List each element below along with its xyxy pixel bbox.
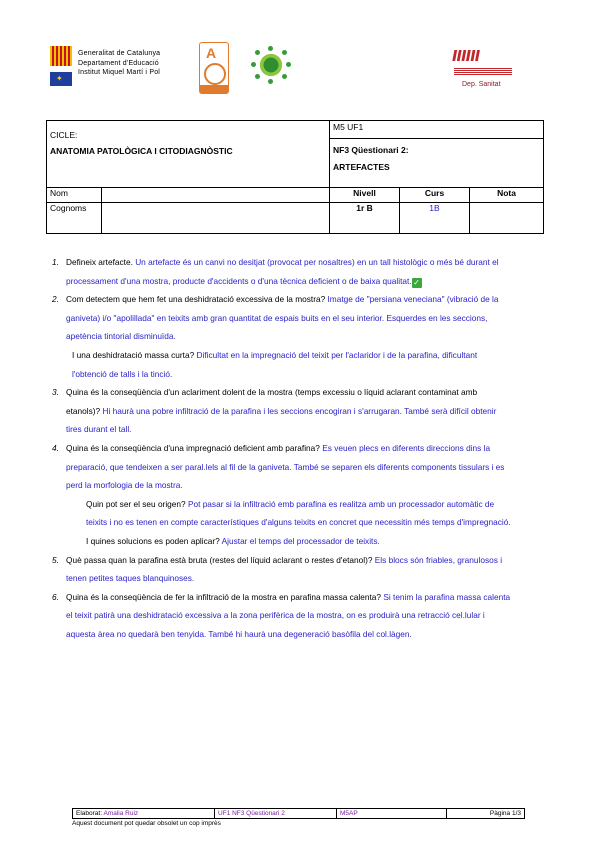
answer-text: Ajustar el temps del processador de teixits. bbox=[221, 535, 380, 546]
question-text: I una deshidratació massa curta? bbox=[72, 349, 195, 360]
questionnaire bbox=[52, 253, 512, 643]
question-1 bbox=[52, 253, 512, 290]
escola-verda-logo-icon bbox=[246, 46, 298, 90]
footer-author-value: Amalia Ruiz bbox=[103, 810, 139, 817]
agenda21-logo-icon bbox=[199, 42, 229, 94]
cognoms-label: Cognoms bbox=[47, 203, 102, 234]
sanitat-logo-icon: ıııııı Dep. Sanitat bbox=[452, 44, 516, 92]
answer-text: Pot pasar si la infiltració emb parafina es realitza amb un processador automàtic de teixits i no es tenen en compte característiques d'alguns teixits en concret que necessitin més temps d'impregnació. bbox=[86, 498, 511, 528]
institution-line-3: Institut Miquel Martí i Pol bbox=[78, 69, 161, 76]
question-number: 5. bbox=[52, 554, 59, 565]
question-number: 4. bbox=[52, 442, 59, 453]
info-table bbox=[46, 120, 544, 234]
nota-label: Nota bbox=[470, 188, 544, 203]
nf-subtitle: ARTEFACTES bbox=[333, 162, 390, 172]
nota-field[interactable] bbox=[470, 203, 544, 234]
curs-label: Curs bbox=[400, 188, 470, 203]
question-5 bbox=[52, 551, 512, 588]
footer-author-label: Elaborat: bbox=[76, 810, 103, 817]
question-3 bbox=[52, 383, 512, 439]
question-text: Quina és la conseqüència d'una impregnació deficient amb parafina? bbox=[66, 442, 320, 453]
cognoms-field[interactable] bbox=[102, 203, 330, 234]
footer-author bbox=[73, 809, 215, 819]
nivell-value: 1r B bbox=[330, 203, 400, 234]
footer-page: Pàgina 1/3 bbox=[447, 809, 525, 819]
footer-note: Aquest document pot quedar obsolet un cop imprès bbox=[72, 820, 221, 827]
check-icon: ✓ bbox=[413, 277, 420, 287]
question-number: 6. bbox=[52, 591, 59, 602]
module-cell bbox=[330, 121, 544, 188]
question-text: Quina és la conseqüència de fer la infiltració de la mostra en parafina massa calenta? bbox=[66, 591, 382, 602]
generalitat-flag-icon bbox=[50, 46, 72, 66]
question-text: Defineix artefacte. bbox=[66, 257, 133, 267]
question-2 bbox=[52, 290, 512, 346]
question-number: 1. bbox=[52, 257, 59, 267]
module-code: M5 UF1 bbox=[333, 122, 364, 132]
question-text: Quina és la conseqüència d'un aclariment dolent de la mostra (temps excessiu o líquid aclarant contaminat amb etanols)? bbox=[66, 387, 478, 416]
agenda-letter: A bbox=[206, 45, 217, 61]
question-text: Com detectem que hem fet una deshidratació excessiva de la mostra? bbox=[66, 294, 326, 305]
question-4c bbox=[52, 532, 512, 551]
answer-text: Imatge de "persiana veneciana" (vibració de la ganiveta) i/o "apolillada" en teixits amb gran quantitat de espais buits en el seu interior. Esquerdes en les seccions, apetència tintorial disminuïda. bbox=[66, 294, 499, 342]
cicle-cell bbox=[47, 121, 330, 188]
footer-doc: UF1 NF3 Qüestionari 2 bbox=[215, 809, 337, 819]
answer-text: Dificultat en la impregnació del teixit per l'aclaridor i de la parafina, dificultant l'obtenció de talls i la tinció. bbox=[72, 349, 478, 379]
nf-title: NF3 Qüestionari 2: bbox=[333, 145, 409, 155]
question-2b bbox=[52, 346, 512, 383]
nom-label: Nom bbox=[47, 188, 102, 203]
answer-text: Un artefacte és un canvi no desitjat (provocat per nosaltres) en un tall histològic o més bé durant el processament d'una mostra, producte d'accidents o d'una tècnica deficient o de baixa qualitat. bbox=[66, 257, 499, 286]
institution-line-1: Generalitat de Catalunya bbox=[78, 50, 161, 57]
question-4b bbox=[52, 495, 512, 532]
question-number: 3. bbox=[52, 387, 59, 398]
nom-field[interactable] bbox=[102, 188, 330, 203]
question-text: I quines solucions es poden aplicar? bbox=[86, 535, 220, 546]
question-text: Quin pot ser el seu origen? bbox=[86, 498, 186, 509]
question-text: Què passa quan la parafina està bruta (restes del líquid aclarant o restes d'etanol)? bbox=[66, 554, 373, 565]
institution-line-2: Departament d'Educació bbox=[78, 59, 159, 67]
curs-value: 1B bbox=[400, 203, 470, 234]
footer-table bbox=[72, 808, 525, 819]
eu-flag-icon: ✦ bbox=[50, 72, 72, 86]
question-6 bbox=[52, 588, 512, 644]
institution-text bbox=[78, 49, 160, 78]
answer-text: Si tenim la parafina massa calenta el teixit patirà una deshidratació excessiva a la zona perifèrica de la mostra, on es produirà una retracció cel.lular i aquesta àrea no quedarà ben tenyida. També hi haurà una degeneració basòfila del col.làgen. bbox=[66, 591, 511, 639]
answer-text: Els blocs són friables, granulosos i tenen petites taques blanquinoses. bbox=[66, 554, 503, 584]
question-4 bbox=[52, 439, 512, 495]
cicle-label: CICLE: bbox=[50, 130, 78, 140]
answer-text: Hi haurà una pobre infiltració de la parafina i les seccions encogiran i s'arrugaran. També serà difícil obtenir tires durant el tall. bbox=[66, 405, 497, 435]
nivell-label: Nivell bbox=[330, 188, 400, 203]
sanitat-caption: Dep. Sanitat bbox=[462, 81, 501, 88]
answer-text: Es veuen plecs en diferents direccions dins la preparació, que tendeixen a ser paral.lels al fil de la ganiveta. També se separen els diferents components tissulars i es perd la morfologia de la mostra. bbox=[66, 442, 505, 491]
cicle-title: ANATOMIA PATOLÒGICA I CITODIAGNÒSTIC bbox=[50, 146, 233, 156]
generalitat-logo bbox=[50, 46, 72, 88]
question-number: 2. bbox=[52, 294, 59, 305]
footer-code: M5AP bbox=[337, 809, 447, 819]
